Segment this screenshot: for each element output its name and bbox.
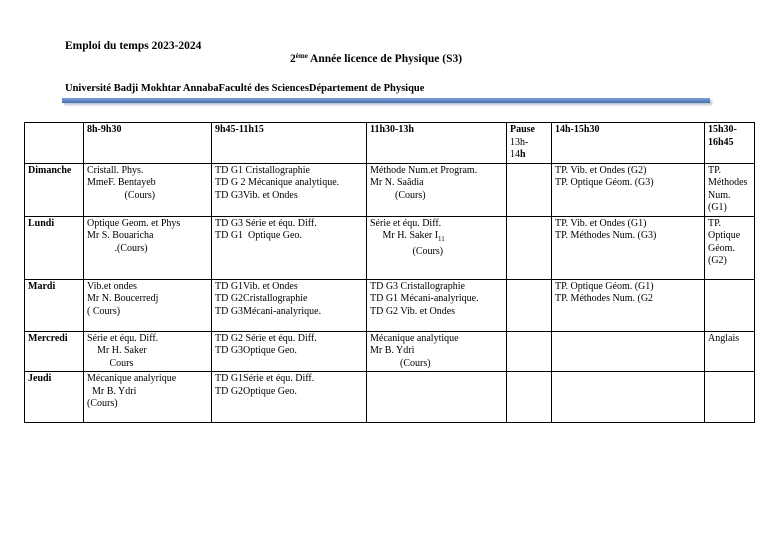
cell-slot-2: TD G1Vib. et Ondes TD G2Cristallographie TD G3Mécani-analyrique.: [212, 279, 367, 331]
level-text: Année licence de Physique (S3): [307, 53, 463, 65]
table-row: [25, 279, 755, 331]
cell-slot-1: Série et équ. Diff. Mr H. Saker Cours: [84, 331, 212, 372]
header-slot-3: 11h30-13h: [367, 123, 507, 164]
table-row: [25, 216, 755, 279]
cell-slot-2: TD G2 Série et équ. Diff. TD G3Optique Geo.: [212, 331, 367, 372]
cell-slot-4: [552, 331, 705, 372]
cell-slot-5: Anglais: [705, 331, 755, 372]
cell-slot-2: TD G3 Série et équ. Diff. TD G1 Optique Geo.: [212, 216, 367, 279]
cell-slot-1: Mécanique analyrique Mr B. Ydri (Cours): [84, 372, 212, 423]
cell-pause: [507, 163, 552, 216]
header-row: [25, 123, 755, 164]
cell-slot-5: TP. Méthodes Num. (G1): [705, 163, 755, 216]
cell-slot-4: TP. Vib. et Ondes (G1) TP. Méthodes Num. (G3): [552, 216, 705, 279]
cell-slot-3: [367, 372, 507, 423]
timetable: [24, 122, 755, 423]
table-row: [25, 372, 755, 423]
cell-slot-5: TP. Optique Géom. (G2): [705, 216, 755, 279]
table-row: [25, 163, 755, 216]
day-cell: Dimanche: [25, 163, 84, 216]
header-slot-2: 9h45-11h15: [212, 123, 367, 164]
cell-slot-3-tail: (Cours): [412, 245, 444, 257]
day-cell: Jeudi: [25, 372, 84, 423]
cell-slot-4: TP. Optique Géom. (G1) TP. Méthodes Num. (G2: [552, 279, 705, 331]
cell-slot-2: TD G1Série et équ. Diff. TD G2Optique Geo.: [212, 372, 367, 423]
cell-pause: [507, 331, 552, 372]
day-cell: Mercredi: [25, 331, 84, 372]
cell-slot-4: TP. Vib. et Ondes (G2) TP. Optique Géom. (G3): [552, 163, 705, 216]
cell-slot-3-subscript: 11: [438, 235, 445, 243]
cell-slot-3-text: Série et équ. Diff. Mr H. Saker I: [370, 217, 442, 241]
header-slot-5: 15h30- 16h45: [705, 123, 755, 164]
cell-slot-3: TD G3 Cristallographie TD G1 Mécani-analyrique. TD G2 Vib. et Ondes: [367, 279, 507, 331]
day-cell: Lundi: [25, 216, 84, 279]
level-title: [290, 53, 462, 65]
level-superscript: ème: [295, 52, 308, 60]
pause-time-c: h: [520, 149, 526, 160]
cell-slot-1: Vib.et ondes Mr N. Boucerredj ( Cours): [84, 279, 212, 331]
cell-slot-1: Optique Geom. et Phys Mr S. Bouaricha .(Cours): [84, 216, 212, 279]
day-cell: Mardi: [25, 279, 84, 331]
header-slot-1: 8h-9h30: [84, 123, 212, 164]
pause-time-a: 13h-: [510, 136, 529, 148]
cell-slot-3: Mécanique analytique Mr B. Ydri (Cours): [367, 331, 507, 372]
institution-line: Université Badji Mokhtar AnnabaFaculté des SciencesDépartement de Physique: [65, 83, 425, 94]
header-day: [25, 123, 84, 164]
cell-slot-2: TD G1 Cristallographie TD G 2 Mécanique analytique. TD G3Vib. et Ondes: [212, 163, 367, 216]
pause-time-b: 14: [510, 149, 520, 160]
cell-slot-5: [705, 372, 755, 423]
cell-slot-5: [705, 279, 755, 331]
cell-pause: [507, 279, 552, 331]
header-pause: [507, 123, 552, 164]
cell-slot-3: [367, 216, 507, 279]
cell-pause: [507, 372, 552, 423]
cell-slot-1: Cristall. Phys. MmeF. Bentayeb (Cours): [84, 163, 212, 216]
cell-pause: [507, 216, 552, 279]
decorative-divider: [62, 98, 710, 103]
schedule-title: Emploi du temps 2023-2024: [65, 40, 202, 52]
table-row: [25, 331, 755, 372]
level-number: 2: [290, 53, 296, 65]
header-slot-4: 14h-15h30: [552, 123, 705, 164]
pause-label: Pause: [510, 124, 535, 135]
cell-slot-3: Méthode Num.et Program. Mr N. Saâdia (Cours): [367, 163, 507, 216]
cell-slot-4: [552, 372, 705, 423]
